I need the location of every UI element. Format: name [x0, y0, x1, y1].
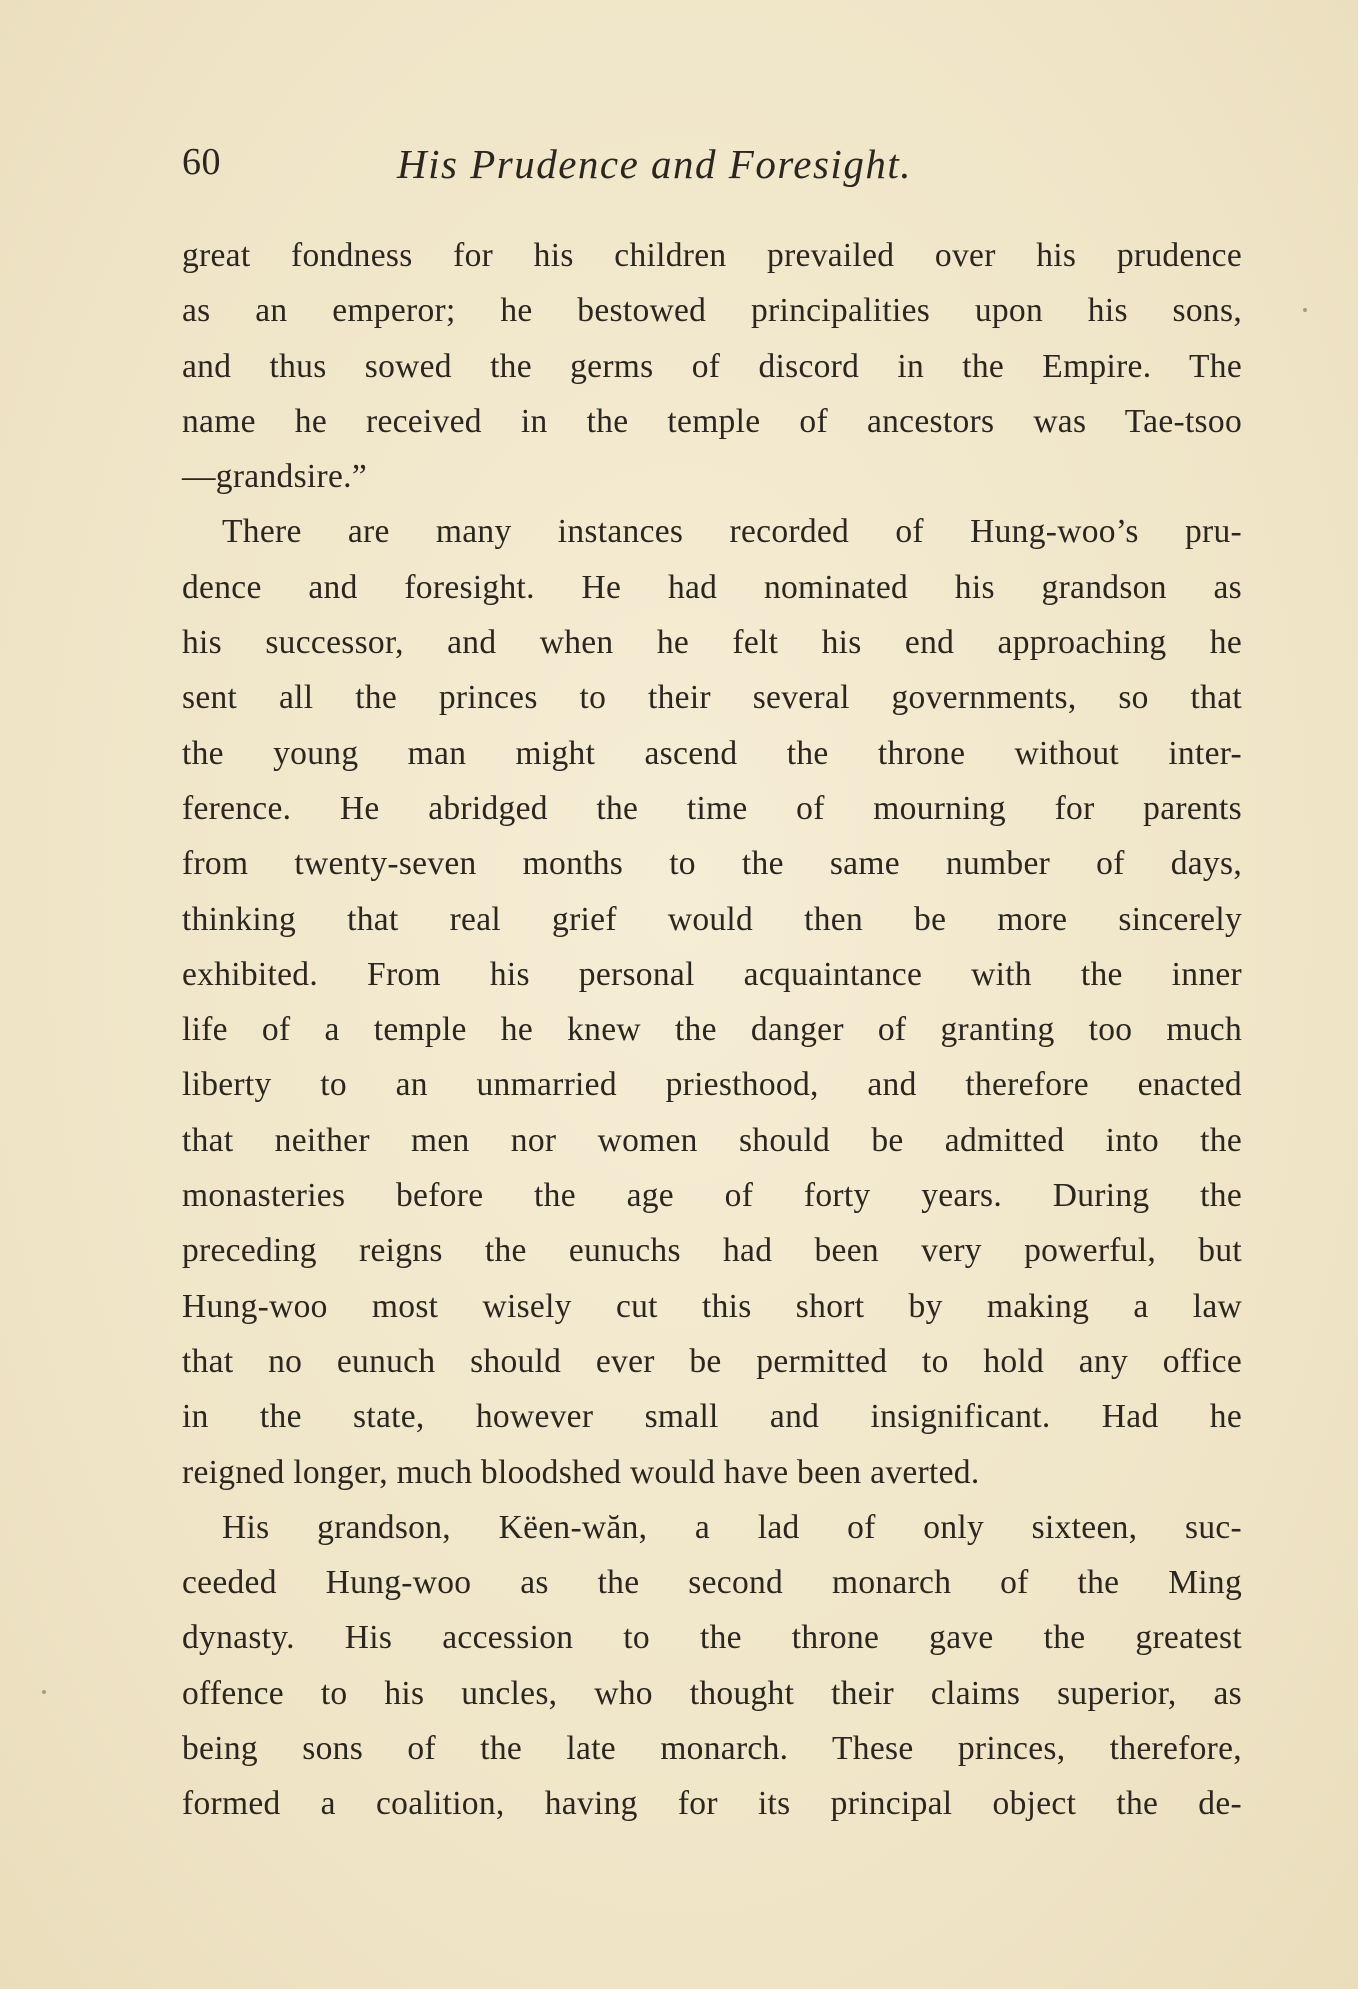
text-line: formed a coalition, having for its principal object the de-	[182, 1785, 1242, 1823]
paper-speck	[1303, 308, 1307, 312]
text-line: thinking that real grief would then be more sincerely	[182, 900, 1242, 938]
text-line: —grandsire.”	[182, 458, 367, 496]
text-line: dence and foresight. He had nominated his grandson as	[182, 568, 1242, 606]
text-line: great fondness for his children prevailed over his prudence	[182, 237, 1242, 274]
text-line: and thus sowed the germs of discord in the Empire. The	[182, 347, 1242, 385]
text-line: There are many instances recorded of Hung-woo’s pru-	[222, 513, 1242, 551]
text-line: dynasty. His accession to the throne gave the greatest	[182, 1619, 1242, 1657]
text-line: sent all the princes to their several governments, so that	[182, 679, 1242, 717]
text-line: Hung-woo most wisely cut this short by making a law	[182, 1287, 1242, 1325]
text-line: being sons of the late monarch. These princes, therefore,	[182, 1730, 1242, 1768]
text-line: monasteries before the age of forty years. During the	[182, 1177, 1242, 1215]
text-line: ceeded Hung-woo as the second monarch of the Ming	[182, 1564, 1242, 1602]
text-line: his successor, and when he felt his end approaching he	[182, 624, 1242, 662]
text-line: as an emperor; he bestowed principalities upon his sons,	[182, 292, 1242, 330]
text-line: name he received in the temple of ancestors was Tae-tsoo	[182, 402, 1242, 440]
text-line: reigned longer, much bloodshed would have been averted.	[182, 1453, 980, 1491]
text-line: His grandson, Këen-wăn, a lad of only sixteen, suc-	[222, 1508, 1242, 1546]
text-line: exhibited. From his personal acquaintance with the inner	[182, 955, 1242, 993]
running-title: His Prudence and Foresight.	[397, 141, 912, 187]
page-header	[182, 140, 1242, 190]
text-line: in the state, however small and insignificant. Had he	[182, 1398, 1242, 1436]
text-line: that neither men nor women should be admitted into the	[182, 1121, 1242, 1159]
text-line: ference. He abridged the time of mourning for parents	[182, 789, 1242, 827]
body-text	[182, 228, 1242, 1832]
text-line: that no eunuch should ever be permitted to hold any office	[182, 1342, 1242, 1380]
text-line: from twenty-seven months to the same number of days,	[182, 845, 1242, 883]
text-line: preceding reigns the eunuchs had been very powerful, but	[182, 1232, 1242, 1270]
text-line: offence to his uncles, who thought their claims superior, as	[182, 1674, 1242, 1712]
text-line: liberty to an unmarried priesthood, and therefore enacted	[182, 1066, 1242, 1104]
text-line: the young man might ascend the throne without inter-	[182, 734, 1242, 772]
text-line: life of a temple he knew the danger of granting too much	[182, 1011, 1242, 1049]
paper-speck	[42, 1690, 46, 1694]
page-number: 60	[182, 141, 221, 183]
